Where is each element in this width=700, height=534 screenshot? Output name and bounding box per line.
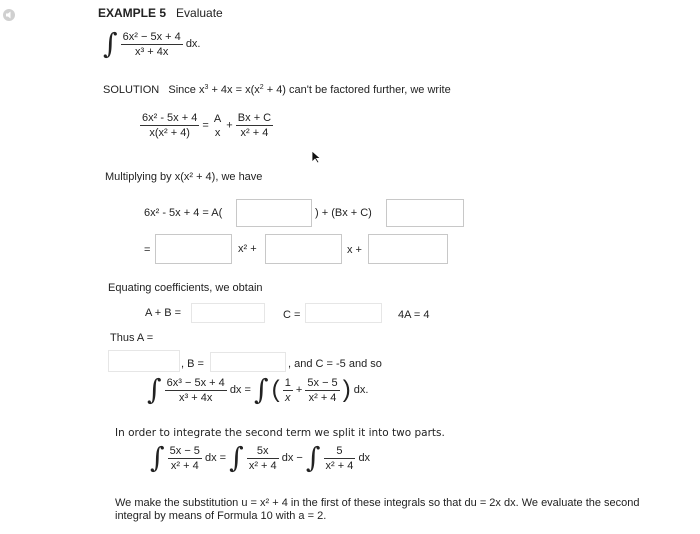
integral3-dx-minus: dx − <box>281 451 303 464</box>
integral2-t1-num: 1 <box>284 376 291 389</box>
pf-a-fraction <box>212 113 223 139</box>
solution-text-mid: + 4x = x(x <box>208 84 260 96</box>
partial-fraction <box>140 112 273 139</box>
pf-b-fraction <box>236 112 273 139</box>
integral3-a-fraction <box>168 445 202 472</box>
equation2-x2plus: x² + <box>238 243 257 255</box>
solution-text-suffix: + 4) can't be factored further, we write <box>263 84 451 96</box>
integral2-dx-end: dx. <box>353 383 369 396</box>
integral2-plus: + <box>295 383 303 396</box>
pf-lhs-num: 6x² - 5x + 4 <box>142 112 198 124</box>
solution-label: SOLUTION <box>103 84 160 96</box>
b-label: , B = <box>181 358 204 370</box>
integral2-dx-eq: dx = <box>229 383 251 396</box>
integral3-c-fraction <box>324 445 356 472</box>
integral2-lhs-fraction <box>165 377 227 404</box>
answer-box-1[interactable] <box>236 199 312 227</box>
evaluate-text: Evaluate <box>176 6 223 20</box>
equation1-lhs: 6x² - 5x + 4 = A( <box>144 207 223 219</box>
c-label: C = <box>283 309 301 321</box>
pf-a-den: x <box>214 126 221 139</box>
equation2-equals: = <box>144 244 151 256</box>
problem-numerator: 6x² − 5x + 4 <box>122 30 181 43</box>
example-label: EXAMPLE 5 <box>98 6 167 20</box>
substitution-line-2: integral by means of Formula 10 with a = 2. <box>115 510 327 522</box>
and-c-text: , and C = -5 and so <box>288 358 382 370</box>
pf-b-num: Bx + C <box>237 112 272 124</box>
left-paren: ( <box>271 376 280 403</box>
split-text: In order to integrate the second term we split it into two parts. <box>115 427 445 439</box>
equation1-mid: ) + (Bx + C) <box>315 207 372 219</box>
pf-lhs-fraction <box>140 112 199 139</box>
pf-b-den: x² + 4 <box>240 127 269 139</box>
answer-box-2[interactable] <box>386 199 464 227</box>
equating-text: Equating coefficients, we obtain <box>108 282 263 294</box>
thus-a-input[interactable] <box>108 350 180 372</box>
answer-box-5[interactable] <box>368 234 448 264</box>
integral2-lhs-den: x³ + 4x <box>179 391 213 404</box>
integral3-dx-eq: dx = <box>205 451 227 464</box>
integral2-lhs-num: 6x³ − 5x + 4 <box>166 376 225 389</box>
integral2-term1 <box>283 377 293 404</box>
answer-box-3[interactable] <box>155 234 232 264</box>
four-a-equation: 4A = 4 <box>398 309 430 321</box>
integral-sign: ∫ <box>103 27 118 60</box>
integral3-a-den: x² + 4 <box>170 459 199 472</box>
pf-lhs-den: x(x² + 4) <box>149 127 190 139</box>
problem-integral <box>103 27 201 60</box>
integral3-c-num: 5 <box>324 445 356 459</box>
problem-fraction <box>121 31 183 58</box>
integral2-sign: ∫ <box>147 373 162 406</box>
integral3-b-fraction <box>247 445 279 472</box>
integral2-t2-den: x² + 4 <box>308 391 337 404</box>
integral2-sign-2: ∫ <box>253 373 269 406</box>
integral3 <box>150 441 371 474</box>
integral3-b-den: x² + 4 <box>248 459 277 472</box>
solution-text-prefix: Since x <box>168 84 205 96</box>
cursor-icon <box>311 150 323 164</box>
pf-plus: + <box>226 119 233 132</box>
problem-denominator: x³ + 4x <box>135 45 169 58</box>
integral2-t1-den: x <box>285 391 291 404</box>
solution-line: SOLUTION Since $x^3 + 4x = x(x^2 + 4)$ can't be factored further, we write <box>103 84 451 96</box>
integral3-sign-a: ∫ <box>150 441 165 474</box>
equation2-xplus: x + <box>347 244 362 256</box>
integral2-t2-num: 5x − 5 <box>307 376 338 389</box>
pf-a-num: A <box>213 112 222 125</box>
answer-box-4[interactable] <box>265 234 342 264</box>
problem-dx: dx. <box>185 37 201 50</box>
substitution-line-1: We make the substitution u = x² + 4 in the first of these integrals so that du = 2x dx. We evaluate the second <box>115 497 640 509</box>
right-paren: ) <box>342 376 351 403</box>
a-plus-b-label: A + B = <box>145 307 182 319</box>
a-plus-b-input[interactable] <box>191 303 265 323</box>
example-heading <box>98 6 223 20</box>
integral2-term2 <box>305 377 339 404</box>
audio-icon[interactable] <box>2 8 16 22</box>
multiplying-text: Multiplying by x(x² + 4), we have <box>105 171 263 183</box>
integral3-dx: dx <box>358 451 371 464</box>
integral3-sign-b: ∫ <box>229 441 244 474</box>
integral3-c-den: x² + 4 <box>325 459 354 472</box>
b-input[interactable] <box>210 352 286 372</box>
integral3-a-num: 5x − 5 <box>169 444 200 457</box>
c-input[interactable] <box>305 303 382 323</box>
thus-a-text: Thus A = <box>110 332 154 344</box>
pf-equals: = <box>202 119 209 132</box>
integral2 <box>147 373 369 406</box>
integral3-sign-c: ∫ <box>305 441 321 474</box>
integral3-b-num: 5x <box>247 445 279 459</box>
